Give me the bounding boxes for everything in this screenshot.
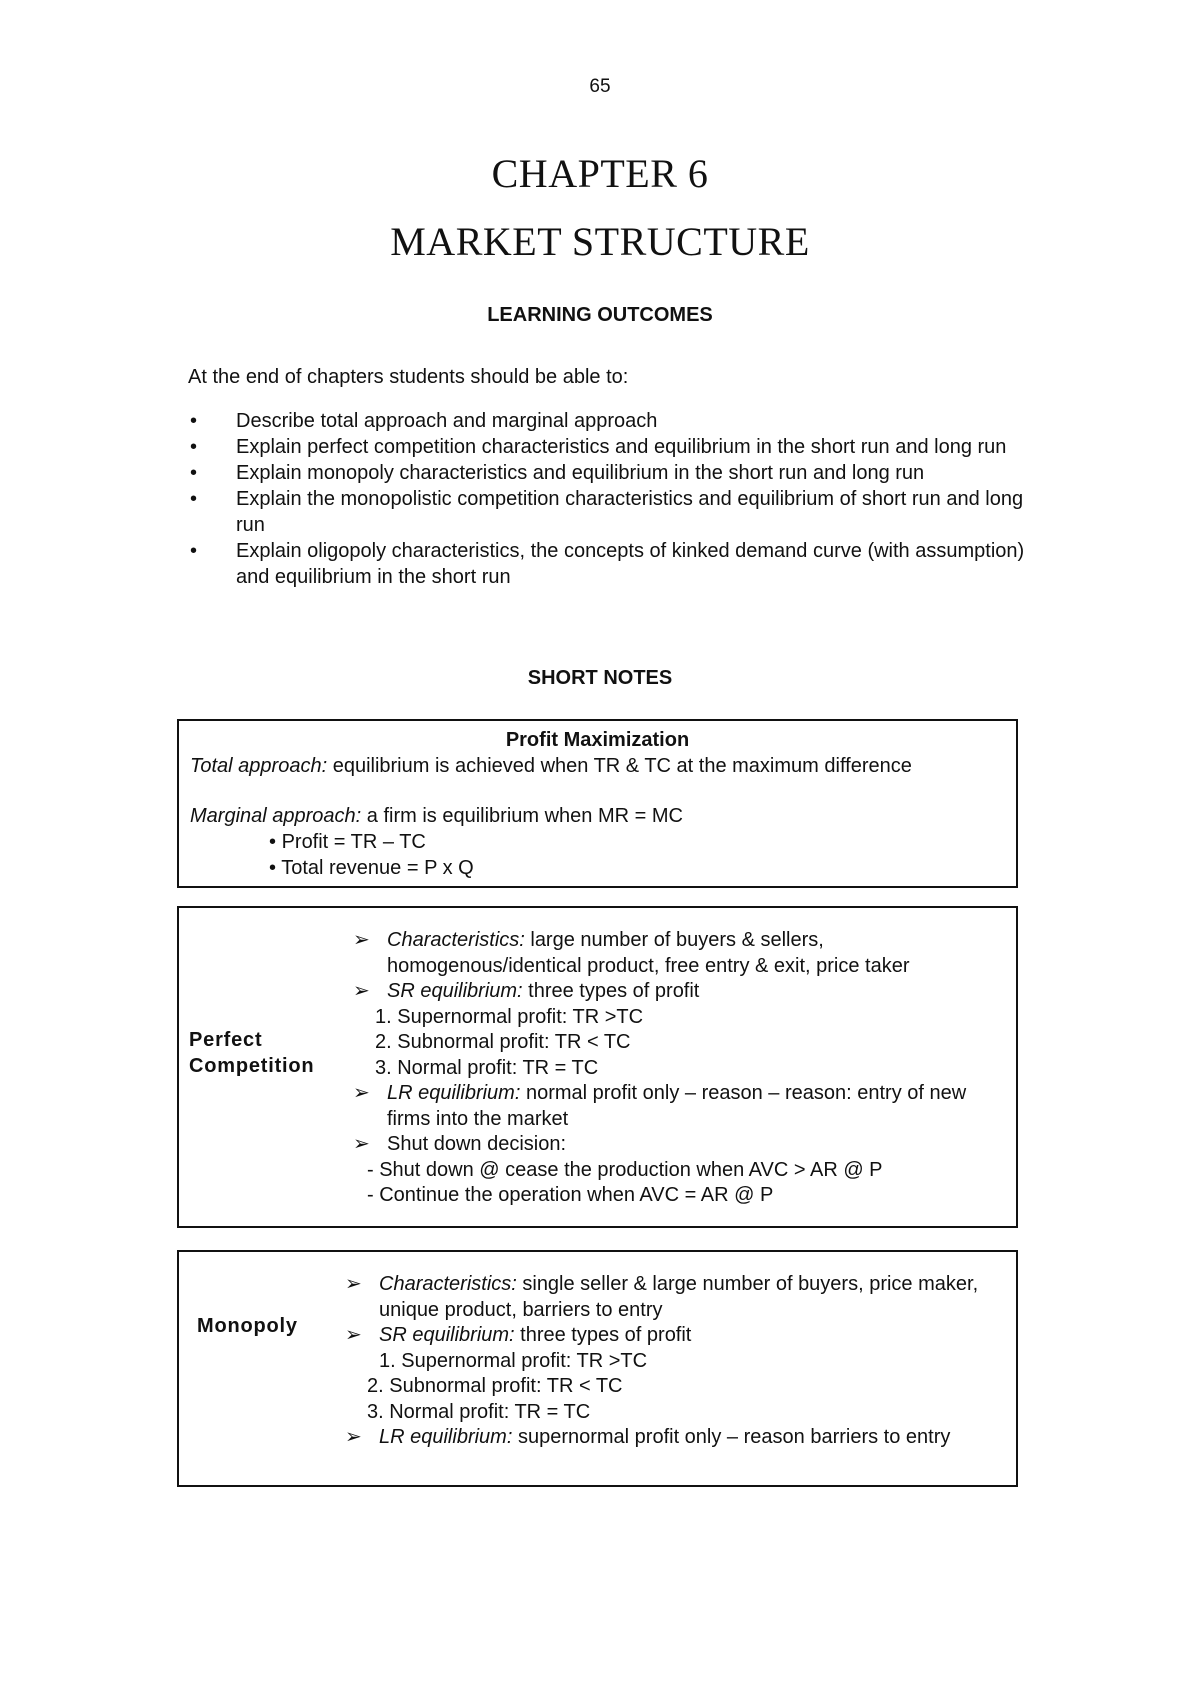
- learning-outcomes-list: [188, 408, 1028, 590]
- list-item: • Explain the monopolistic competition characteristics and equilibrium of short run and long run: [190, 488, 1024, 536]
- list-item: - Continue the operation when AVC = AR @ P: [367, 1184, 774, 1206]
- list-item: 1. Supernormal profit: TR >TC: [379, 1349, 648, 1372]
- perfect-competition-box: [177, 906, 1018, 1228]
- chapter-subtitle: MARKET STRUCTURE: [390, 219, 810, 264]
- arrow-bullet-icon: ➢: [345, 1426, 362, 1448]
- page-number: 65: [589, 76, 611, 97]
- bullet-icon: •: [190, 436, 198, 458]
- monopoly-content: [345, 1272, 995, 1451]
- bullet-icon: •: [269, 831, 282, 853]
- learning-outcomes-intro: At the end of chapters students should be able to:: [188, 366, 629, 388]
- marginal-approach-line: Marginal approach: a firm is equilibrium when MR = MC: [190, 805, 683, 827]
- arrow-bullet-icon: ➢: [353, 1082, 370, 1104]
- perfect-competition-content: [353, 928, 993, 1209]
- list-item: 3. Normal profit: TR = TC: [375, 1056, 599, 1079]
- short-notes-heading: SHORT NOTES: [527, 667, 673, 689]
- chapter-title: CHAPTER 6: [491, 151, 709, 196]
- sr-equilibrium-item: ➢ SR equilibrium: three types of profit: [353, 979, 993, 1005]
- revenue-formula: • Total revenue = P x Q: [269, 857, 474, 879]
- monopoly-label: Monopoly: [197, 1315, 298, 1337]
- sr-equilibrium-item: ➢ SR equilibrium: three types of profit: [345, 1323, 995, 1349]
- arrow-bullet-icon: ➢: [353, 980, 370, 1002]
- arrow-bullet-icon: ➢: [345, 1273, 362, 1295]
- list-item: 3. Normal profit: TR = TC: [367, 1400, 591, 1423]
- profit-maximization-box: [177, 719, 1018, 888]
- profit-formula: • Profit = TR – TC: [269, 831, 426, 853]
- characteristics-item: ➢ Characteristics: single seller & large number of buyers, price maker, unique product, barriers to entry: [345, 1273, 979, 1321]
- lr-equilibrium-item: ➢ LR equilibrium: normal profit only – reason – reason: entry of new firms into the market: [353, 1082, 967, 1130]
- list-item: • Explain monopoly characteristics and equilibrium in the short run and long run: [190, 462, 925, 484]
- bullet-icon: •: [190, 410, 198, 432]
- shutdown-decision-item: ➢ Shut down decision:: [353, 1132, 993, 1158]
- perfect-competition-label: Perfect Competition: [189, 1029, 315, 1077]
- monopoly-box: [177, 1250, 1018, 1487]
- list-item: 2. Subnormal profit: TR < TC: [375, 1031, 631, 1053]
- list-item: • Describe total approach and marginal approach: [190, 410, 658, 432]
- learning-outcomes-heading: LEARNING OUTCOMES: [487, 304, 713, 326]
- list-item: 1. Supernormal profit: TR >TC: [375, 1005, 644, 1028]
- bullet-icon: •: [190, 488, 198, 510]
- arrow-bullet-icon: ➢: [353, 929, 370, 951]
- list-item: - Shut down @ cease the production when AVC > AR @ P: [367, 1158, 883, 1181]
- arrow-bullet-icon: ➢: [345, 1324, 362, 1346]
- list-item: • Explain perfect competition characteristics and equilibrium in the short run and long run: [190, 436, 1007, 458]
- bullet-icon: •: [190, 462, 198, 484]
- list-item: • Explain oligopoly characteristics, the concepts of kinked demand curve (with assumption) and equilibrium in the short run: [190, 540, 1025, 588]
- box-title: Profit Maximization: [505, 729, 690, 751]
- list-item: 2. Subnormal profit: TR < TC: [367, 1375, 623, 1397]
- total-approach-line: Total approach: equilibrium is achieved when TR & TC at the maximum difference: [190, 755, 912, 777]
- bullet-icon: •: [269, 857, 282, 879]
- bullet-icon: •: [190, 540, 198, 562]
- lr-equilibrium-item: ➢ LR equilibrium: supernormal profit only – reason barriers to entry: [345, 1425, 995, 1451]
- arrow-bullet-icon: ➢: [353, 1133, 370, 1155]
- characteristics-item: ➢ Characteristics: large number of buyers & sellers, homogenous/identical product, free entry & exit, price taker: [353, 929, 910, 977]
